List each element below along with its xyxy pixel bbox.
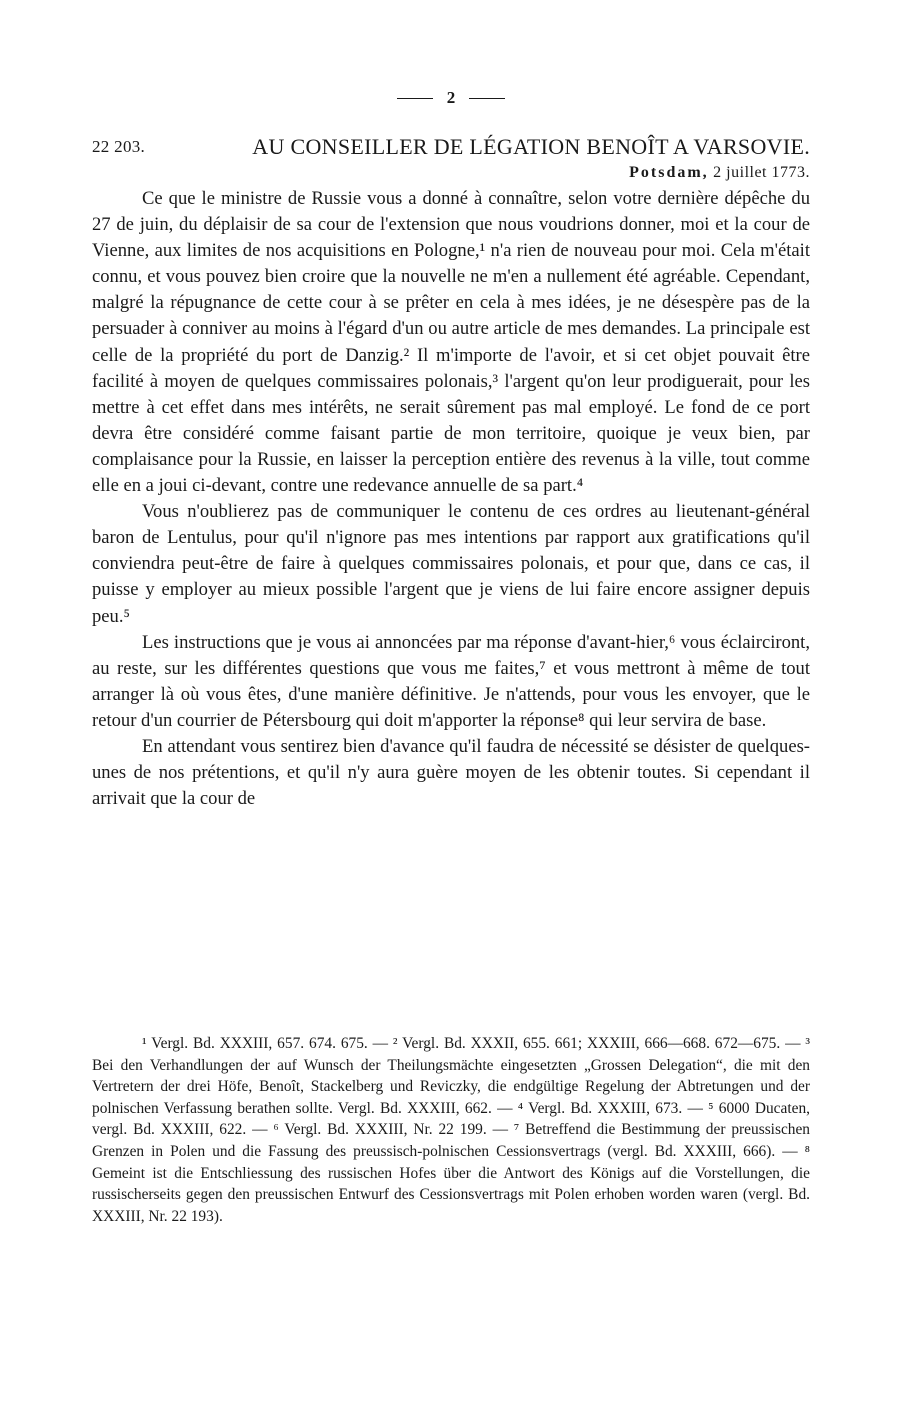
letter-title: AU CONSEILLER DE LÉGATION BENOÎT A VARSOVIE. [252, 134, 810, 159]
page-header [92, 86, 810, 110]
paragraph-1: Ce que le ministre de Russie vous a donné à connaître, selon votre dernière dépêche du 27 de juin, du déplaisir de sa cour de l'extension que nous voudrions donner, moi et la cour de Vienne, aux limites de nos acquisitions en Pologne,¹ n'a rien de nouveau pour moi. Cela m'était connu, et vous pouvez bien croire que la nouvelle ne m'en a nullement été agréable. Cependant, malgré la répugnance de cette cour à se prêter en cela à mes idées, je ne désespère pas de la persuader à conniver au moins à l'égard d'un ou autre article de mes demandes. La principale est celle de la propriété du port de Danzig.² Il m'importe de l'avoir, et si cet objet pouvait être facilité à moyen de quelques commissaires polonais,³ l'argent qu'on leur prodiguerait, pour les mettre à cet effet dans mes intérêts, ne serait sûrement pas mal employé. Le fond de ce port devra être considéré comme faisant partie de mon territoire, quoique je veux bien, par complaisance pour la Russie, en laisser la perception entière des revenus à la ville, tout comme elle en a joui ci-devant, contre une redevance annuelle de sa part.⁴ [92, 188, 810, 497]
letter-date: 2 juillet 1773. [713, 164, 810, 181]
paragraph-3: Les instructions que je vous ai annoncées par ma réponse d'avant-hier,⁶ vous éclairciront, au reste, sur les différentes questions que vous me faites,⁷ et vous mettront à même de tout arranger là où vous êtes, d'une manière définitive. Je n'attends, pour vous les envoyer, que le retour d'un courrier de Pétersbourg qui doit m'apporter la réponse⁸ qui leur servira de base. [92, 631, 810, 731]
letter-number: 22 203. [92, 137, 146, 156]
paragraph-2: Vous n'oublierez pas de communiquer le contenu de ces ordres au lieutenant-général baron de Lentulus, pour qu'il n'ignore pas mes intentions par rapport aux gratifications qu'il conviendra peut-être de faire à quelques commissaires polonais, et pour que, dans ce cas, il puisse y employer au mieux possible l'argent que je viens de lui faire encore assigner depuis peu.⁵ [92, 501, 810, 627]
page-number: 2 [446, 88, 456, 107]
header-rule-right [469, 98, 505, 99]
paragraph-4: En attendant vous sentirez bien d'avance qu'il faudra de nécessité se désister de quelques-unes de nos prétentions, et qu'il n'y aura guère moyen de les obtenir toutes. Si cependant il arrivait que la cour de [92, 735, 810, 810]
footnotes [92, 1033, 810, 1227]
letter-place: Potsdam, [629, 164, 709, 181]
letter-dateline [92, 164, 810, 182]
letter-heading [92, 134, 810, 160]
header-rule-left [397, 98, 433, 99]
letter-page [92, 86, 810, 812]
letter-body [92, 186, 810, 812]
footnotes-text: ¹ Vergl. Bd. XXXIII, 657. 674. 675. — ² Vergl. Bd. XXXII, 655. 661; XXXIII, 666—668. 672—675. — ³ Bei den Verhandlungen der auf Wunsch der Theilungsmächte eingesetzten „Grossen Delegation“, die mit den Vertretern der drei Höfe, Benoît, Stackelberg und Reviczky, die endgültige Regelung der Abtretungen und der polnischen Verfassung berathen sollte. Vergl. Bd. XXXIII, 662. — ⁴ Vergl. Bd. XXXIII, 673. — ⁵ 6000 Ducaten, vergl. Bd. XXXIII, 622. — ⁶ Vergl. Bd. XXXIII, Nr. 22 199. — ⁷ Betreffend die Bestimmung der preussischen Grenzen in Polen und die Fassung des preussisch-polnischen Cessionsvertrags (vergl. Bd. XXXIII, 666). — ⁸ Gemeint ist die Entschliessung des russischen Hofes über die Antwort des Königs auf die Vorstellungen, die russischerseits gegen den preussischen Entwurf des Cessionsvertrags mit Polen erhoben worden waren (vergl. Bd. XXXIII, Nr. 22 193). [92, 1035, 810, 1225]
